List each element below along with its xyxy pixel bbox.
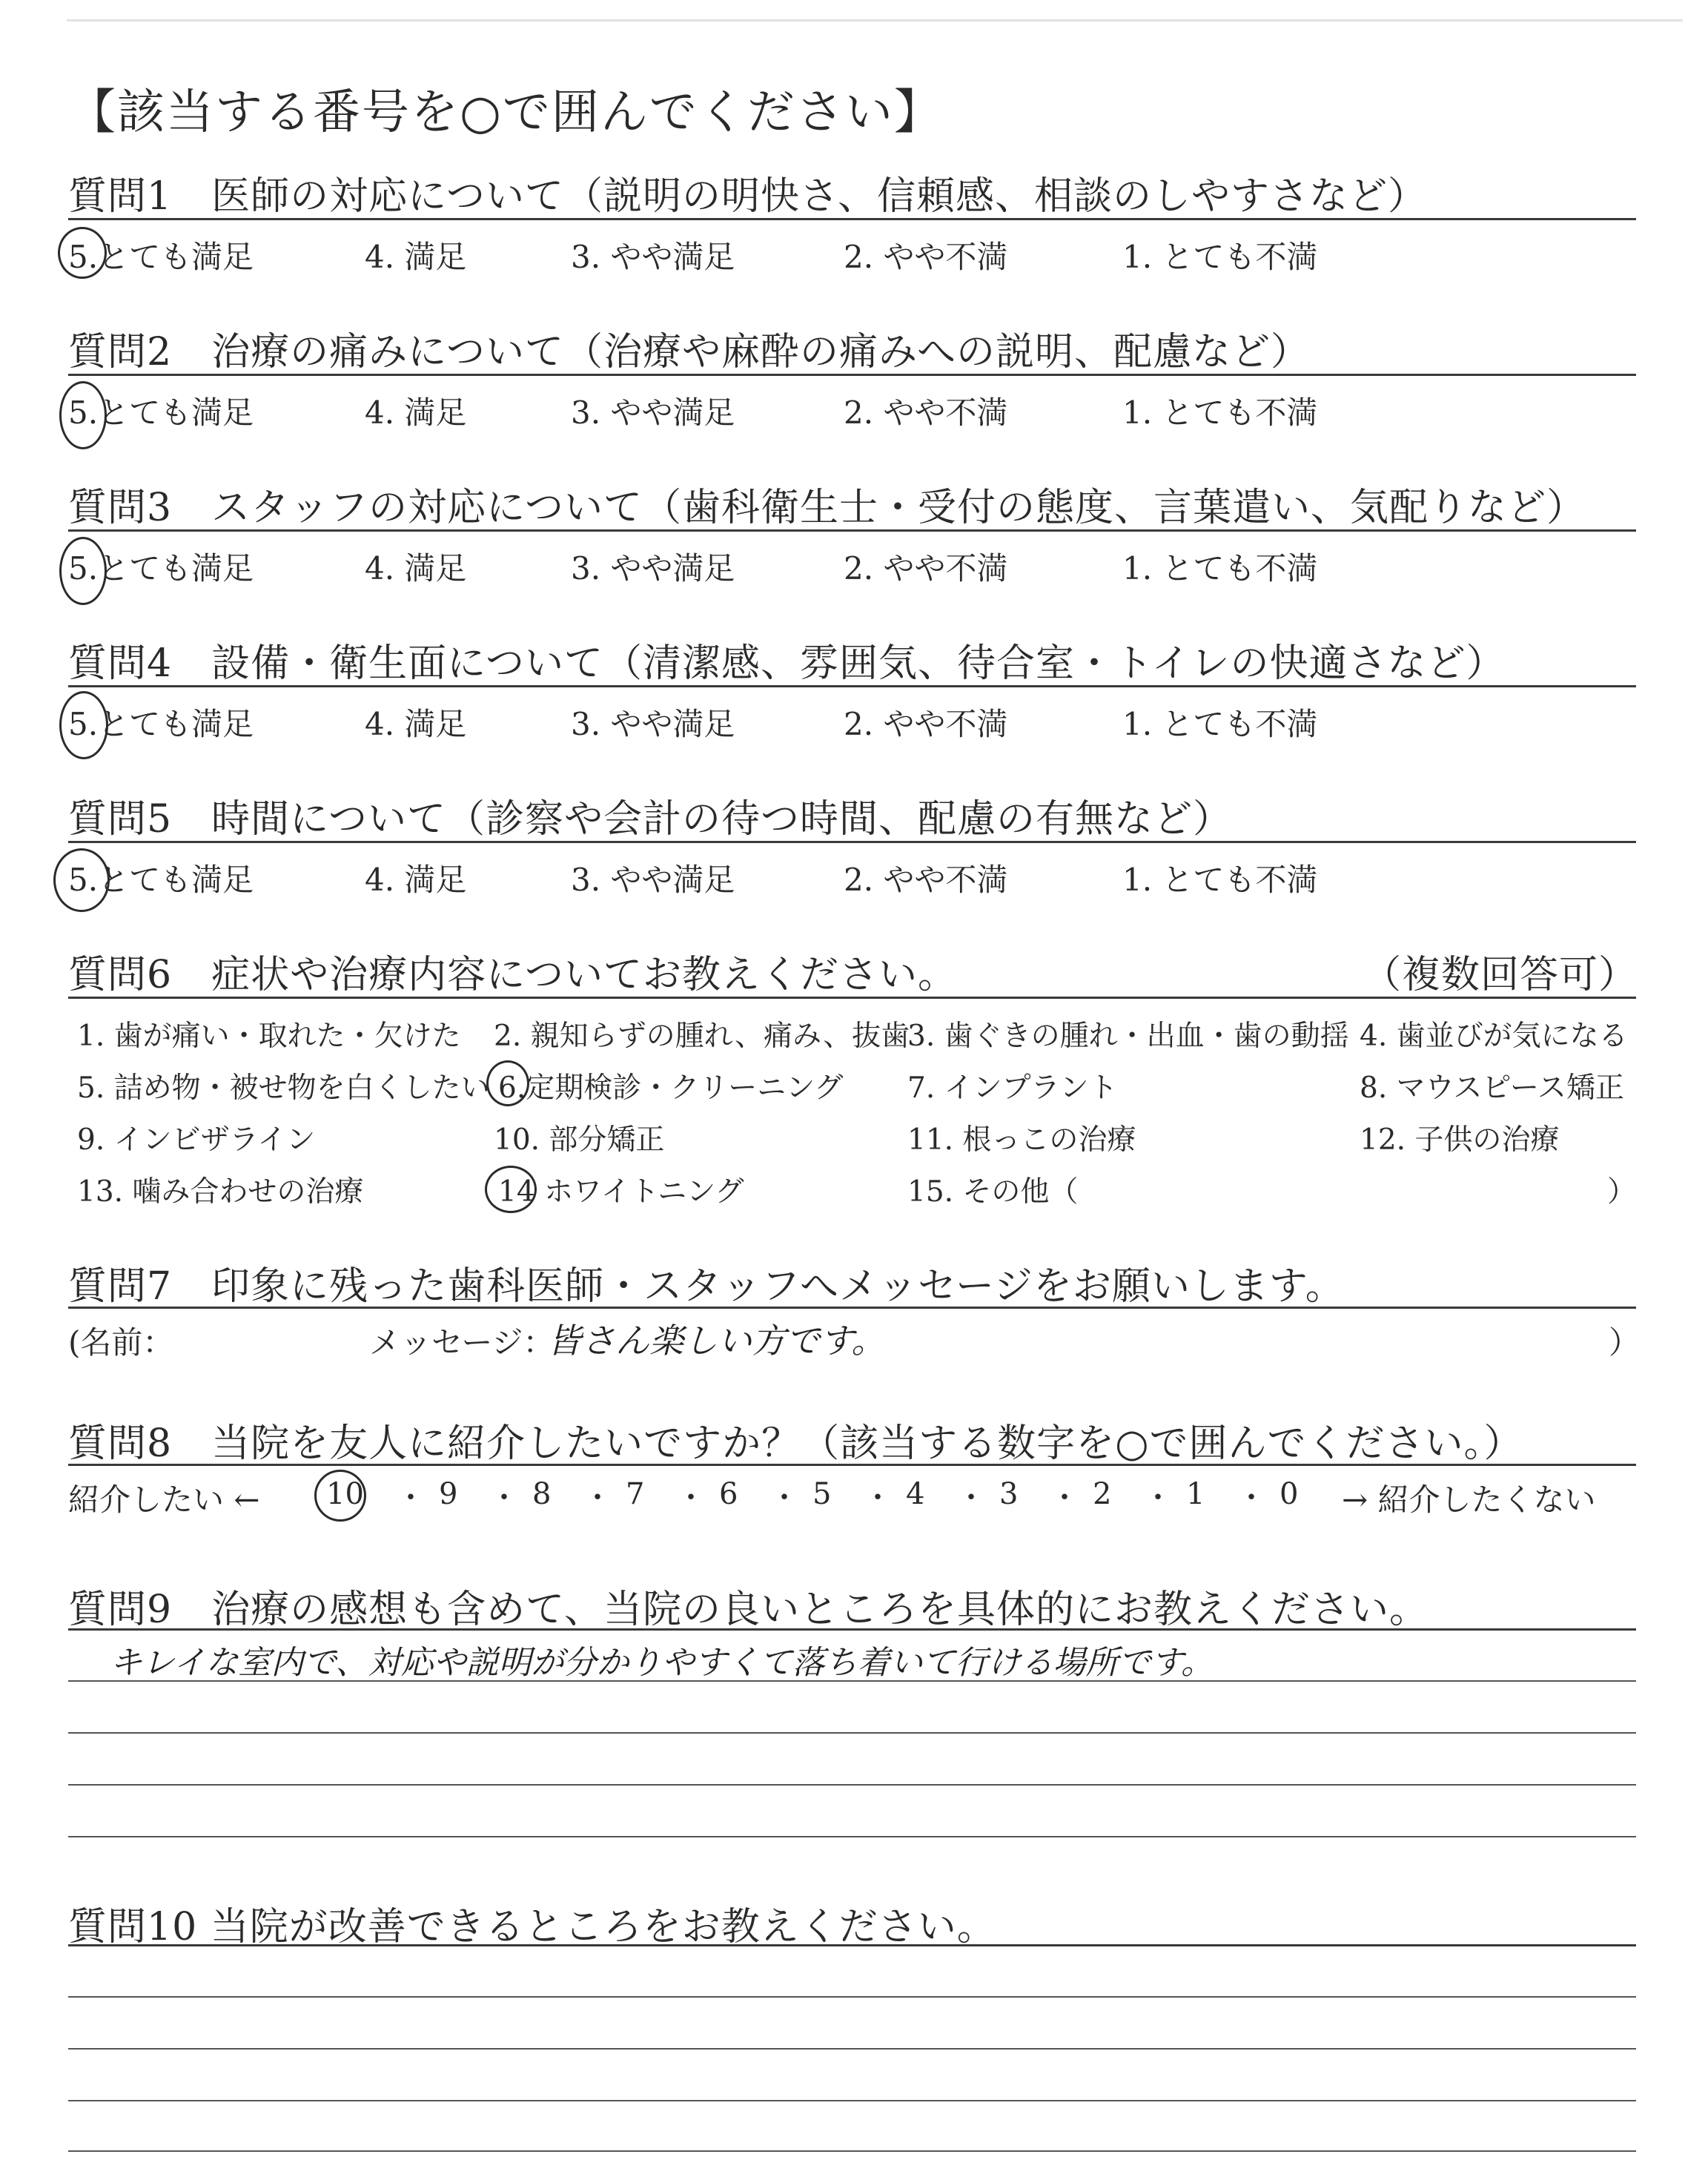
top-edge-line — [67, 19, 1683, 22]
q1-option-4[interactable]: 4. 満足 — [365, 239, 467, 275]
q9-writing-line — [68, 1784, 1636, 1786]
q7-close-paren: ） — [1609, 1324, 1641, 1361]
q7-message-label: メッセージ： — [369, 1324, 555, 1361]
question-8-rule — [68, 1464, 1636, 1466]
question-7-rule — [68, 1307, 1636, 1309]
question-3-title: 質問3 スタッフの対応について（歯科衛生士・受付の態度、言葉遣い、気配りなど） — [68, 486, 1586, 530]
q6-item-8[interactable]: 8. マウスピース矯正 — [1360, 1071, 1624, 1105]
q7-name-label: (名前： — [68, 1324, 174, 1361]
q6-item-12[interactable]: 12. 子供の治療 — [1360, 1123, 1560, 1157]
q2-option-1[interactable]: 1. とても不満 — [1122, 394, 1318, 431]
q10-writing-line[interactable] — [68, 2100, 1636, 2101]
q6-item-3[interactable]: 3. 歯ぐきの腫れ・出血・歯の動揺 — [907, 1020, 1349, 1053]
question-1-title: 質問1 医師の対応について（説明の明快さ、信頼感、相談のしやすさなど） — [68, 174, 1427, 219]
q8-scale-dot: ・ — [769, 1481, 799, 1515]
question-5-title: 質問5 時間について（診察や会計の待つ時間、配慮の有無など） — [68, 797, 1233, 842]
q6-item-4[interactable]: 4. 歯並びが気になる — [1360, 1020, 1628, 1053]
q9-writing-line — [68, 1732, 1636, 1734]
question-10-rule — [68, 1944, 1636, 1946]
question-2-title: 質問2 治療の痛みについて（治療や麻酔の痛みへの説明、配慮など） — [68, 330, 1311, 374]
q8-scale-5[interactable]: 5 — [812, 1477, 832, 1511]
page-header: 【該当する番号を○で囲んでください】 — [68, 85, 943, 140]
q1-option-5[interactable]: 5.とても満足 — [68, 239, 254, 275]
q8-scale-3[interactable]: 3 — [999, 1477, 1019, 1511]
q8-scale-dot: ・ — [1237, 1481, 1266, 1515]
q5-option-2[interactable]: 2. やや不満 — [844, 862, 1008, 898]
q6-item-15-close: ） — [1607, 1175, 1637, 1209]
q8-right-label: → 紹介したくない — [1342, 1482, 1596, 1518]
q6-item-14[interactable]: 14 ホワイトニング — [498, 1175, 744, 1209]
q8-left-label: 紹介したい ← — [68, 1482, 260, 1518]
q1-option-3[interactable]: 3. やや満足 — [571, 239, 735, 275]
q6-item-7[interactable]: 7. インプラント — [907, 1071, 1118, 1105]
question-6-rule — [68, 997, 1636, 999]
q6-item-2[interactable]: 2. 親知らずの腫れ、痛み、抜歯 — [494, 1020, 910, 1053]
q1-option-2[interactable]: 2. やや不満 — [844, 239, 1008, 275]
question-8-title: 質問8 当院を友人に紹介したいですか？（該当する数字を○で囲んでください。） — [68, 1421, 1523, 1466]
question-10-title: 質問10 当院が改善できるところをお教えください。 — [68, 1905, 996, 1949]
q6-item-6[interactable]: 6.定期検診・クリーニング — [498, 1071, 844, 1105]
q2-answer-circle — [59, 381, 107, 449]
q4-option-2[interactable]: 2. やや不満 — [844, 706, 1008, 742]
q6-item-10[interactable]: 10. 部分矯正 — [494, 1123, 665, 1157]
q8-scale-1[interactable]: 1 — [1186, 1477, 1205, 1511]
q3-option-1[interactable]: 1. とても不満 — [1122, 550, 1318, 587]
q3-option-4[interactable]: 4. 満足 — [365, 550, 467, 587]
question-6-title: 質問6 症状や治療内容についてお教えください。 — [68, 953, 958, 997]
question-1-rule — [68, 218, 1636, 220]
q8-selected-circle — [314, 1470, 366, 1522]
q2-option-3[interactable]: 3. やや満足 — [571, 394, 735, 431]
q6-item-13[interactable]: 13. 噛み合わせの治療 — [77, 1175, 364, 1209]
q8-scale-dot: ・ — [489, 1481, 519, 1515]
q6-selected-circle-14 — [485, 1166, 537, 1213]
q6-selected-circle-6 — [486, 1060, 529, 1106]
q8-scale-dot: ・ — [1143, 1481, 1173, 1515]
q4-option-3[interactable]: 3. やや満足 — [571, 706, 735, 742]
q6-item-9[interactable]: 9. インビザライン — [77, 1123, 316, 1157]
q8-scale-7[interactable]: 7 — [626, 1477, 645, 1511]
question-4-title: 質問4 設備・衛生面について（清潔感、雰囲気、待合室・トイレの快適さなど） — [68, 641, 1506, 686]
q8-scale-dot: ・ — [863, 1481, 893, 1515]
q3-option-5[interactable]: 5.とても満足 — [68, 550, 254, 587]
q9-answer-handwritten[interactable]: キレイな室内で、対応や説明が分かりやすくて落ち着いて行ける場所です。 — [110, 1644, 1214, 1682]
q5-option-5[interactable]: 5.とても満足 — [68, 862, 254, 898]
question-5-rule — [68, 841, 1636, 843]
q8-scale-9[interactable]: 9 — [439, 1477, 458, 1511]
question-9-rule — [68, 1628, 1636, 1631]
q2-option-2[interactable]: 2. やや不満 — [844, 394, 1008, 431]
q4-option-5[interactable]: 5.とても満足 — [68, 706, 254, 742]
q2-option-5[interactable]: 5.とても満足 — [68, 394, 254, 431]
question-3-rule — [68, 529, 1636, 532]
q10-writing-line[interactable] — [68, 1996, 1636, 1998]
q1-option-1[interactable]: 1. とても不満 — [1122, 239, 1318, 275]
q3-option-3[interactable]: 3. やや満足 — [571, 550, 735, 587]
q5-answer-circle — [53, 848, 110, 912]
q8-scale-dot: ・ — [396, 1481, 426, 1515]
q8-scale-4[interactable]: 4 — [906, 1477, 925, 1511]
question-7-title: 質問7 印象に残った歯科医師・スタッフへメッセージをお願いします。 — [68, 1264, 1345, 1309]
q4-option-1[interactable]: 1. とても不満 — [1122, 706, 1318, 742]
q3-option-2[interactable]: 2. やや不満 — [844, 550, 1008, 587]
q4-answer-circle — [59, 691, 108, 759]
question-6-note: （複数回答可） — [1363, 953, 1638, 997]
question-2-rule — [68, 374, 1636, 376]
q5-option-1[interactable]: 1. とても不満 — [1122, 862, 1318, 898]
q10-writing-line[interactable] — [68, 2150, 1636, 2152]
q2-option-4[interactable]: 4. 満足 — [365, 394, 467, 431]
q8-scale-2[interactable]: 2 — [1093, 1477, 1112, 1511]
q5-option-4[interactable]: 4. 満足 — [365, 862, 467, 898]
q8-scale-dot: ・ — [676, 1481, 706, 1515]
q3-answer-circle — [59, 537, 107, 605]
q7-message-handwritten[interactable]: 皆さん楽しい方です。 — [547, 1321, 886, 1361]
q8-scale-6[interactable]: 6 — [719, 1477, 738, 1511]
q6-item-1[interactable]: 1. 歯が痛い・取れた・欠けた — [77, 1020, 461, 1053]
q8-scale-8[interactable]: 8 — [532, 1477, 552, 1511]
q1-answer-circle — [58, 227, 107, 279]
q4-option-4[interactable]: 4. 満足 — [365, 706, 467, 742]
q10-writing-line[interactable] — [68, 2048, 1636, 2050]
q9-writing-line — [68, 1836, 1636, 1837]
q6-item-11[interactable]: 11. 根っこの治療 — [907, 1123, 1136, 1157]
q8-scale-0[interactable]: 0 — [1280, 1477, 1299, 1511]
q6-item-15[interactable]: 15. その他（ — [907, 1175, 1079, 1209]
q8-scale-dot: ・ — [1050, 1481, 1079, 1515]
q6-item-5[interactable]: 5. 詰め物・被せ物を白くしたい — [77, 1071, 490, 1105]
question-4-rule — [68, 685, 1636, 687]
q9-writing-line — [68, 1680, 1636, 1682]
q8-scale-dot: ・ — [583, 1481, 612, 1515]
question-9-title: 質問9 治療の感想も含めて、当院の良いところを具体的にお教えください。 — [68, 1588, 1429, 1632]
q8-scale-dot: ・ — [956, 1481, 986, 1515]
q5-option-3[interactable]: 3. やや満足 — [571, 862, 735, 898]
q8-scale-10[interactable]: 10 — [326, 1477, 364, 1511]
